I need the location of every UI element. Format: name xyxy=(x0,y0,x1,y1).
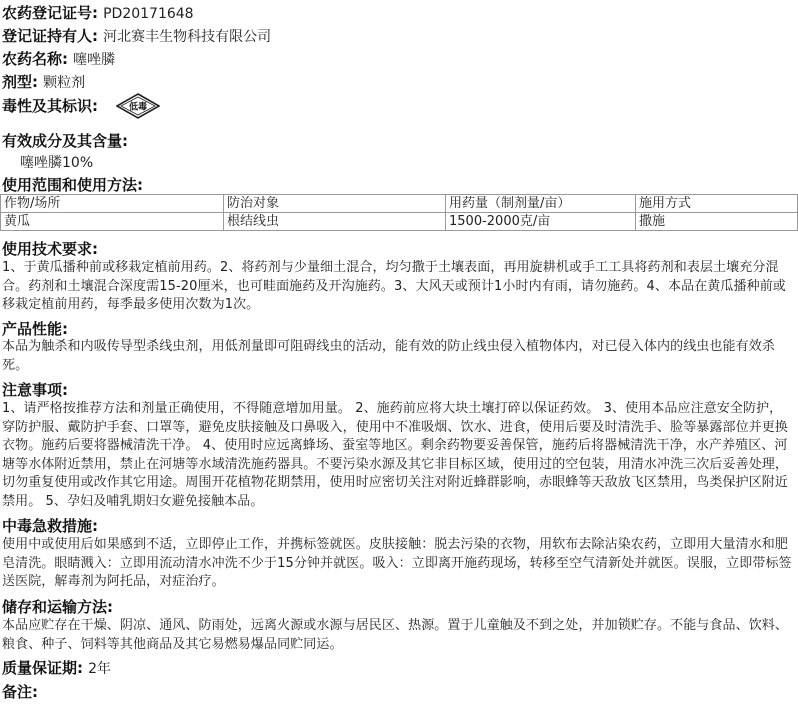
performance-text: 本品为触杀和内吸传导型杀线虫剂，用低剂量即可阻碍线虫的活动，能有效的防止线虫侵入植物体内，对已侵入体内的线虫也能有效杀死。 xyxy=(2,339,775,373)
holder-row xyxy=(2,25,798,46)
shelf-life-label: 质量保证期: xyxy=(2,659,83,677)
shelf-life-row xyxy=(2,657,798,678)
pesticide-name-value: 噻唑膦 xyxy=(73,52,116,68)
reg-number-label: 农药登记证号: xyxy=(2,4,98,22)
tech-requirements-label: 使用技术要求: xyxy=(2,240,98,258)
reg-number-row xyxy=(2,2,798,23)
pesticide-name-row xyxy=(2,48,798,69)
first-aid-label: 中毒急救措施: xyxy=(2,517,98,535)
precautions-label: 注意事项: xyxy=(2,381,68,399)
holder-label: 登记证持有人: xyxy=(2,27,98,45)
formulation-value: 颗粒剂 xyxy=(43,75,86,91)
tech-requirements-text: 1、于黄瓜播种前或移栽定植前用药。2、将药剂与少量细土混合，均匀撒于土壤表面，再用旋耕机或手工工具将药剂和表层土壤充分混合。药剂和土壤混合深度需15-20厘米，也可畦面施药及开沟施药。3、大风天或预计1小时内有雨，请勿施药。4、本品在黄瓜播种前或移栽定植前用药，每季最多使用次数为1次。 xyxy=(2,260,786,312)
formulation-label: 剂型: xyxy=(2,73,38,91)
usage-header-target: 防治对象 xyxy=(224,195,446,213)
table-row xyxy=(1,213,798,231)
usage-label: 使用范围和使用方法: xyxy=(2,176,143,194)
usage-header-dosage: 用药量（制剂量/亩） xyxy=(446,195,636,213)
shelf-life-value: 2年 xyxy=(88,661,112,677)
formulation-row xyxy=(2,71,798,92)
usage-cell-crop: 黄瓜 xyxy=(1,213,224,231)
remarks-label: 备注: xyxy=(2,683,38,701)
low-toxicity-diamond-icon xyxy=(116,93,160,119)
performance-label: 产品性能: xyxy=(2,320,68,338)
storage-text: 本品应贮存在干燥、阴凉、通风、防雨处，远离火源或水源与居民区、热源。置于儿童触及不到之处，并加锁贮存。不能与食品、饮料、粮食、种子、饲料等其他商品及其它易燃易爆品同贮同运。 xyxy=(2,618,789,652)
reg-number-value: PD20171648 xyxy=(103,6,194,22)
pesticide-name-label: 农药名称: xyxy=(2,50,68,68)
toxicity-badge-text: 低毒 xyxy=(128,102,148,113)
usage-table xyxy=(0,194,798,231)
usage-cell-target: 根结线虫 xyxy=(224,213,446,231)
usage-table-header-row xyxy=(1,195,798,213)
usage-cell-dosage: 1500-2000克/亩 xyxy=(446,213,636,231)
usage-header-crop: 作物/场所 xyxy=(1,195,224,213)
usage-cell-method: 撒施 xyxy=(636,213,798,231)
first-aid-text: 使用中或使用后如果感到不适，立即停止工作，并携标签就医。皮肤接触：脱去污染的衣物，用软布去除沾染农药，立即用大量清水和肥皂清洗。眼睛溅入：立即用流动清水冲洗不少于15分钟并就医。吸入：立即离开施药现场，转移至空气清新处并就医。误服，立即带标签送医院，解毒剂为阿托品，对症治疗。 xyxy=(2,537,792,589)
active-ingredient-value: 噻唑膦10% xyxy=(20,155,94,171)
active-ingredient-label: 有效成分及其含量: xyxy=(2,132,128,150)
precautions-text: 1、请严格按推荐方法和剂量正确使用，不得随意增加用量。 2、施药前应将大块土壤打碎以保证药效。 3、使用本品应注意安全防护，穿防护服、戴防护手套、口罩等，避免皮肤接触及口鼻吸入，使用中不准吸烟、饮水、进食，使用后要及时清洗手、脸等暴露部位并更换衣物。施药后要将器械清洗干净。 4、使用时应远离蜂场、蚕室等地区。剩余药物要妥善保管，施药后将器械清洗干净，水产养殖区、河塘等水体附近禁用，禁止在河塘等水域清洗施药器具。不要污染水源及其它非目标区域，使用过的空包装，用清水冲洗三次后妥善处理，切勿重复使用或改作其它用途。周围开花植物花期禁用，使用时应密切关注对附近蜂群影响，赤眼蜂等天敌放飞区禁用，鸟类保护区附近禁用。 5、孕妇及哺乳期妇女避免接触本品。 xyxy=(2,401,789,509)
usage-header-method: 施用方式 xyxy=(636,195,798,213)
storage-label: 储存和运输方法: xyxy=(2,598,113,616)
toxicity-label: 毒性及其标识: xyxy=(2,97,98,115)
holder-value: 河北赛丰生物科技有限公司 xyxy=(103,29,272,45)
